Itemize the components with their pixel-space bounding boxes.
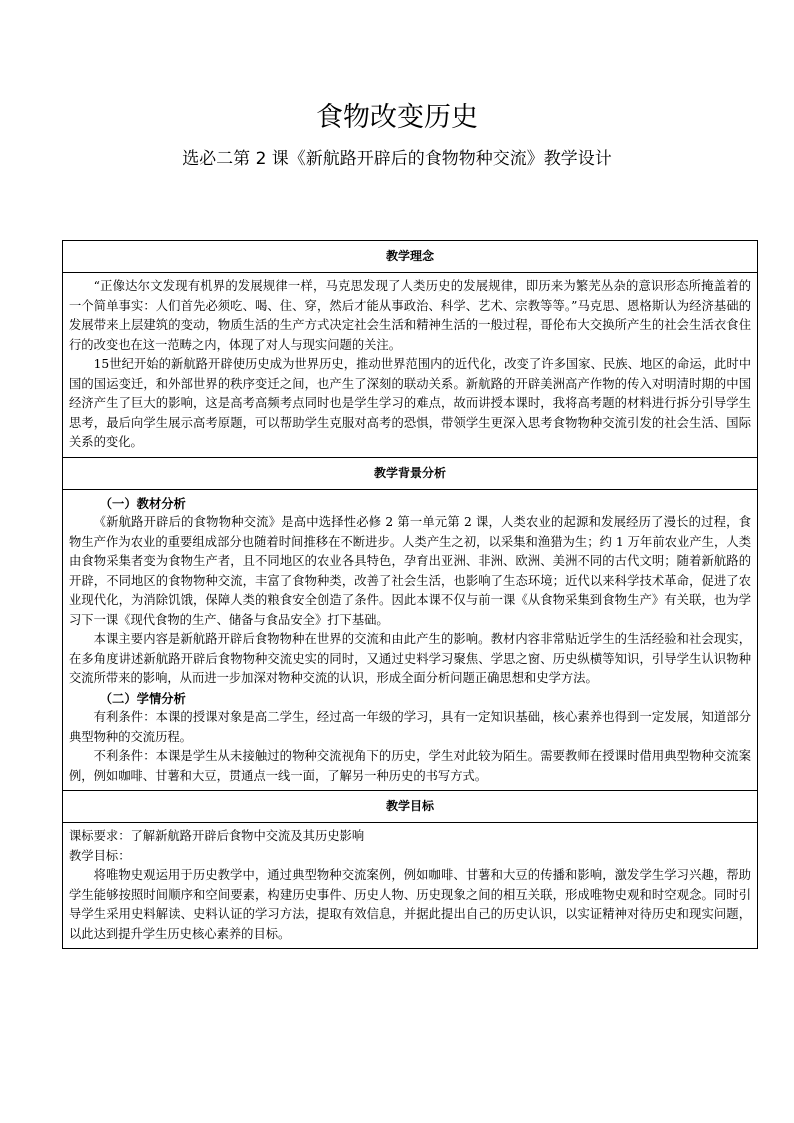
student-analysis-favorable: 有利条件：本课的授课对象是高二学生，经过高一年级的学习，具有一定知识基础，核心素养也得到一定发展，知道部分典型物种的交流历程。 [69,710,751,744]
philosophy-paragraph-1: “正像达尔文发现有机界的发展规律一样，马克思发现了人类历史的发展规律，即历来为繁芜丛杂的意识形态所掩盖着的一个简单事实：人们首先必须吃、喝、住、穿，然后才能从事政治、科学、艺术、宗教等等。”马克思、恩格斯认为经济基础的发展带来上层建筑的变动，物质生活的生产方式决定社会生活和精神生活的一般过程，哥伦布大交换所产生的社会生活衣食住行的改变也在这一范畴之内，体现了对人与现实问题的关注。 [69,279,751,352]
document-subtitle: 选必二第 2 课《新航路开辟后的食物物种交流》教学设计 [182,149,612,169]
lesson-plan-table [62,240,758,949]
objectives-body [63,823,758,949]
textbook-analysis-paragraph-2: 本课主要内容是新航路开辟后食物物种在世界的交流和由此产生的影响。教材内容非常贴近学生的生活经验和社会现实，在多角度讲述新航路开辟后食物物种交流史实的同时，又通过史料学习聚焦、学思之窗、历史纵横等知识，引导学生认识物种交流所带来的影响，从而进一步加深对物种交流的认识，形成全面分析问题正确思想和史学方法。 [69,632,751,685]
philosophy-body [63,273,758,458]
objectives-heading-row [63,791,758,823]
background-heading-row [63,457,758,489]
objectives-label: 教学目标： [69,848,131,863]
document-title: 食物改变历史 [316,102,478,133]
objectives-paragraph: 将唯物史观运用于历史教学中，通过典型物种交流案例，例如咖啡、甘薯和大豆的传播和影响，激发学生学习兴趣，帮助学生能够按照时间顺序和空间要素，构建历史事件、历史人物、历史现象之间的相互关联，形成唯物史观和时空观念。同时引导学生采用史料解读、史料认证的学习方法，提取有效信息，并据此提出自己的历史认识，以实证精神对待历史和现实问题，以此达到提升学生历史核心素养的目标。 [69,868,751,941]
philosophy-heading-row [63,241,758,273]
student-analysis-unfavorable: 不利条件：本课是学生从未接触过的物种交流视角下的历史，学生对此较为陌生。需要教师在授课时借用典型物种交流案例，例如咖啡、甘薯和大豆，贯通点一线一面，了解另一种历史的书写方式。 [69,749,751,783]
objectives-heading: 教学目标 [63,791,758,823]
background-heading: 教学背景分析 [63,457,758,489]
philosophy-paragraph-2: 15世纪开始的新航路开辟使历史成为世界历史，推动世界范围内的近代化，改变了许多国家、民族、地区的命运，此时中国的国运变迁，和外部世界的秩序变迁之间，也产生了深刻的联动关系。新航路的开辟美洲高产作物的传入对明清时期的中国经济产生了巨大的影响，这是高考高频考点同时也是学生学习的难点，故而讲授本课时，我将高考题的材料进行拆分引导学生思考，最后向学生展示高考原题，可以帮助学生克服对高考的恐惧，带领学生更深入思考食物物种交流引发的社会生活、国际关系的变化。 [69,357,751,449]
background-body [63,489,758,791]
background-body-row [63,489,758,791]
student-analysis-subheading: （二）学情分析 [99,690,186,706]
philosophy-heading: 教学理念 [63,241,758,273]
textbook-analysis-paragraph-1: 《新航路开辟后的食物物种交流》是高中选择性必修 2 第一单元第 2 课，人类农业的起源和发展经历了漫长的过程，食物生产作为农业的重要组成部分也随着时间推移在不断进步。人类产生之初，以采集和渔猎为生；约 1 万年前农业产生，人类由食物采集者变为食物生产者，且不同地区的农业各具特色，孕育出亚洲、非洲、欧洲、美洲不同的古代文明；随着新航路的开辟，不同地区的食物物种交流，丰富了食物种类，改善了社会生活，也影响了生态环境；近代以来科学技术革命，促进了农业现代化，为消除饥饿，保障人类的粮食安全创造了条件。因此本课不仅与前一课《从食物采集到食物生产》有关联，也为学习下一课《现代食物的生产、储备与食品安全》打下基础。 [69,515,751,627]
objectives-body-row [63,823,758,949]
curriculum-requirement: 课标要求：了解新航路开辟后食物中交流及其历史影响 [69,829,365,843]
textbook-analysis-subheading: （一）教材分析 [99,495,186,511]
philosophy-body-row [63,273,758,458]
